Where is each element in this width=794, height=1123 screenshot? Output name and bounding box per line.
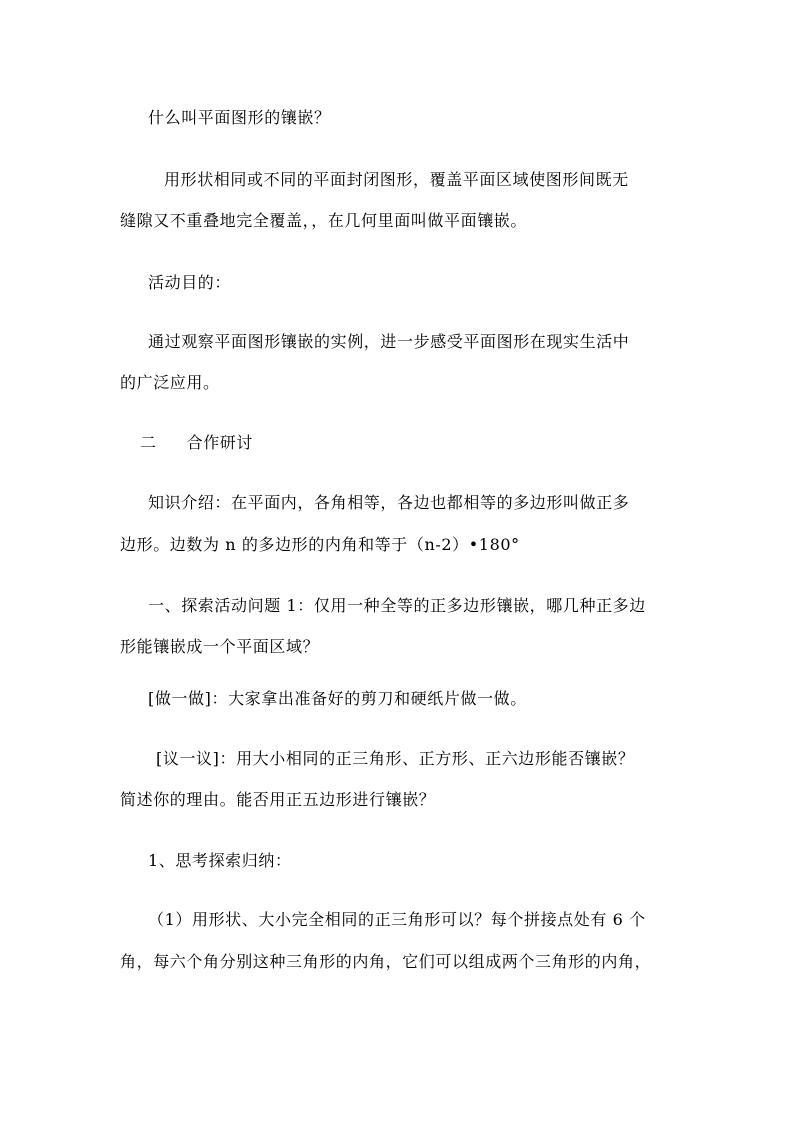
item1-line-1: （1）用形状、大小完全相同的正三角形可以？每个拼接点处有 6 个 (148, 910, 646, 929)
section-heading (140, 433, 253, 453)
section-number: 二 (140, 433, 157, 452)
problem-line-2: 形能镶嵌成一个平面区域？ (120, 637, 320, 656)
knowledge-line-2: 边形。边数为 n 的多边形的内角和等于（n-2）•180° (120, 535, 520, 554)
item1-line-2: 角，每六个角分别这种三角形的内角，它们可以组成两个三角形的内角， (120, 952, 652, 971)
goal-line-2: 的广泛应用。 (120, 373, 220, 392)
question-title: 什么叫平面图形的镶嵌？ (148, 108, 331, 127)
section-title: 合作研讨 (186, 433, 254, 452)
discuss-line-1: [议一议]：用大小相同的正三角形、正方形、正六边形能否镶嵌？ (156, 749, 635, 768)
summary-heading: 1、思考探索归纳： (148, 851, 292, 870)
definition-line-1: 用形状相同或不同的平面封闭图形，覆盖平面区域使图形间既无 (164, 170, 629, 189)
knowledge-line-1: 知识介绍：在平面内，各角相等，各边也都相等的多边形叫做正多 (148, 493, 630, 512)
problem-line-1: 一、探索活动问题 1：仅用一种全等的正多边形镶嵌，哪几种正多边 (148, 596, 646, 615)
discuss-line-2: 简述你的理由。能否用正五边形进行镶嵌？ (120, 790, 436, 809)
do-it-line: [做一做]：大家拿出准备好的剪刀和硬纸片做一做。 (148, 689, 527, 708)
goal-heading: 活动目的： (148, 273, 232, 292)
definition-line-2: 缝隙又不重叠地完全覆盖，，在几何里面叫做平面镶嵌。 (120, 211, 528, 230)
goal-line-1: 通过观察平面图形镶嵌的实例，进一步感受平面图形在现实生活中 (148, 332, 630, 351)
